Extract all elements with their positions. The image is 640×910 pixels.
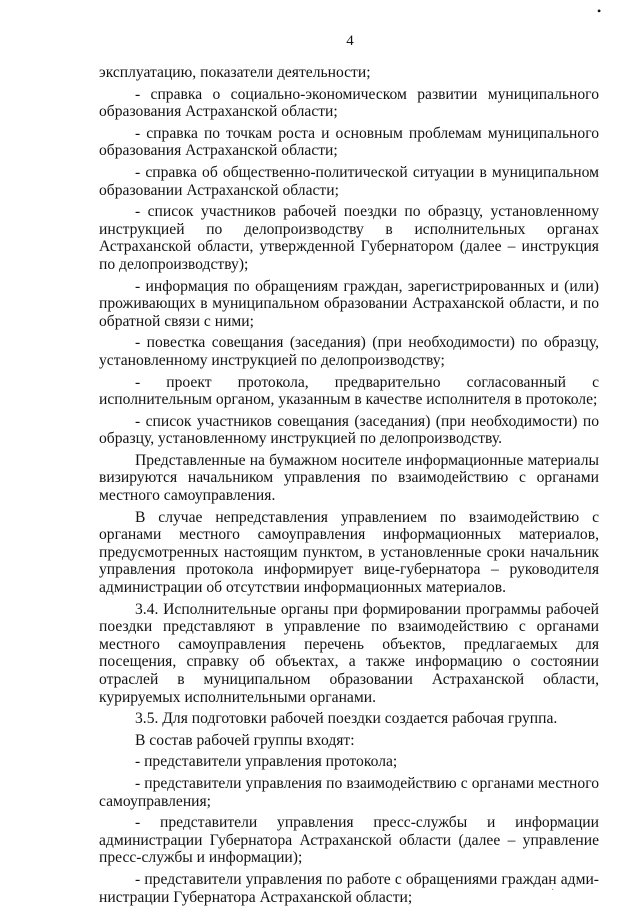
- paragraph-continuation: эксплуатацию, показатели деятельности;: [99, 64, 371, 81]
- list-item-meeting-participants: - список участников совещания (заседания) (при необходимости) по образцу, установленному инструкцией по делопроизводству.: [99, 412, 599, 448]
- paragraph-non-submission: В случае непредставления управлением по взаимодействию с органами местного самоуправления информационных материалов, предусмотренных настоящим пунктом, в установленные сроки начальник управления протокола информирует вице-губернатора – руководителя администрации об отсутствии информационных материалов.: [99, 508, 599, 597]
- paragraph-paper-materials: Представленные на бумажном носителе информационные материалы визируются начальником управления по взаимодействию с органами местного самоуправления.: [99, 451, 599, 505]
- section-3-5: 3.5. Для подготовки рабочей поездки создается рабочая группа.: [135, 710, 558, 728]
- document-body: [99, 64, 599, 910]
- list-item-meeting-agenda: - повестка совещания (заседания) (при необходимости) по образцу, установленному инструкцией по делопроизводству;: [99, 334, 599, 369]
- list-item-press-service-representatives: - представители управления пресс-службы и информации администрации Губернатора Астраханской области (далее – управление пресс-службы и информации);: [99, 814, 599, 867]
- list-item-protocol-draft: - проект протокола, предварительно согласованный с исполнительным органом, указанным в качестве исполнителя в протоколе;: [99, 373, 599, 409]
- list-item-protocol-representatives: - представители управления протокола;: [135, 753, 398, 771]
- list-item-citizen-appeals-representatives: - представители управления по работе с обращениями граждан администрации Губернатора Астраханской области;: [99, 870, 599, 906]
- list-item-trip-participants-list: - список участников рабочей поездки по образцу, установленному инструкцией по делопроизводству в исполнительных органах Астраханской области, утвержденной Губернатором (далее – инструкция по делопроизводству);: [99, 203, 599, 273]
- list-item-socio-economic-report: - справка о социально-экономическом развитии муниципального образования Астраханской области;: [99, 85, 599, 121]
- paragraph-working-group-intro: В состав рабочей группы входят:: [135, 731, 355, 749]
- corner-scan-mark: •: [597, 4, 602, 18]
- list-item-growth-points-report: - справка по точкам роста и основным проблемам муниципального образования Астраханской области;: [99, 124, 599, 160]
- list-item-citizen-appeals-info: - информация по обращениям граждан, зарегистрированных и (или) проживающих в муниципальном образовании Астраханской области, и по обратной связи с ними;: [99, 277, 599, 330]
- bottom-scan-mark: ·: [551, 885, 555, 896]
- list-item-local-government-representatives: - представители управления по взаимодействию с органами местного самоуправления;: [99, 774, 599, 810]
- section-3-4: 3.4. Исполнительные органы при формировании программы рабочей поездки представляют в управление по взаимодействию с органами местного самоуправления перечень объектов, предлагаемых для посещения, справку об объектах, а также информацию о состоянии отраслей в муниципальном образовании Астраханской области, курируемых исполнительными органами.: [99, 600, 599, 706]
- list-item-political-situation-report: - справка об общественно-политической ситуации в муниципальном образовании Астраханской области;: [99, 163, 599, 199]
- page-number: 4: [346, 33, 354, 49]
